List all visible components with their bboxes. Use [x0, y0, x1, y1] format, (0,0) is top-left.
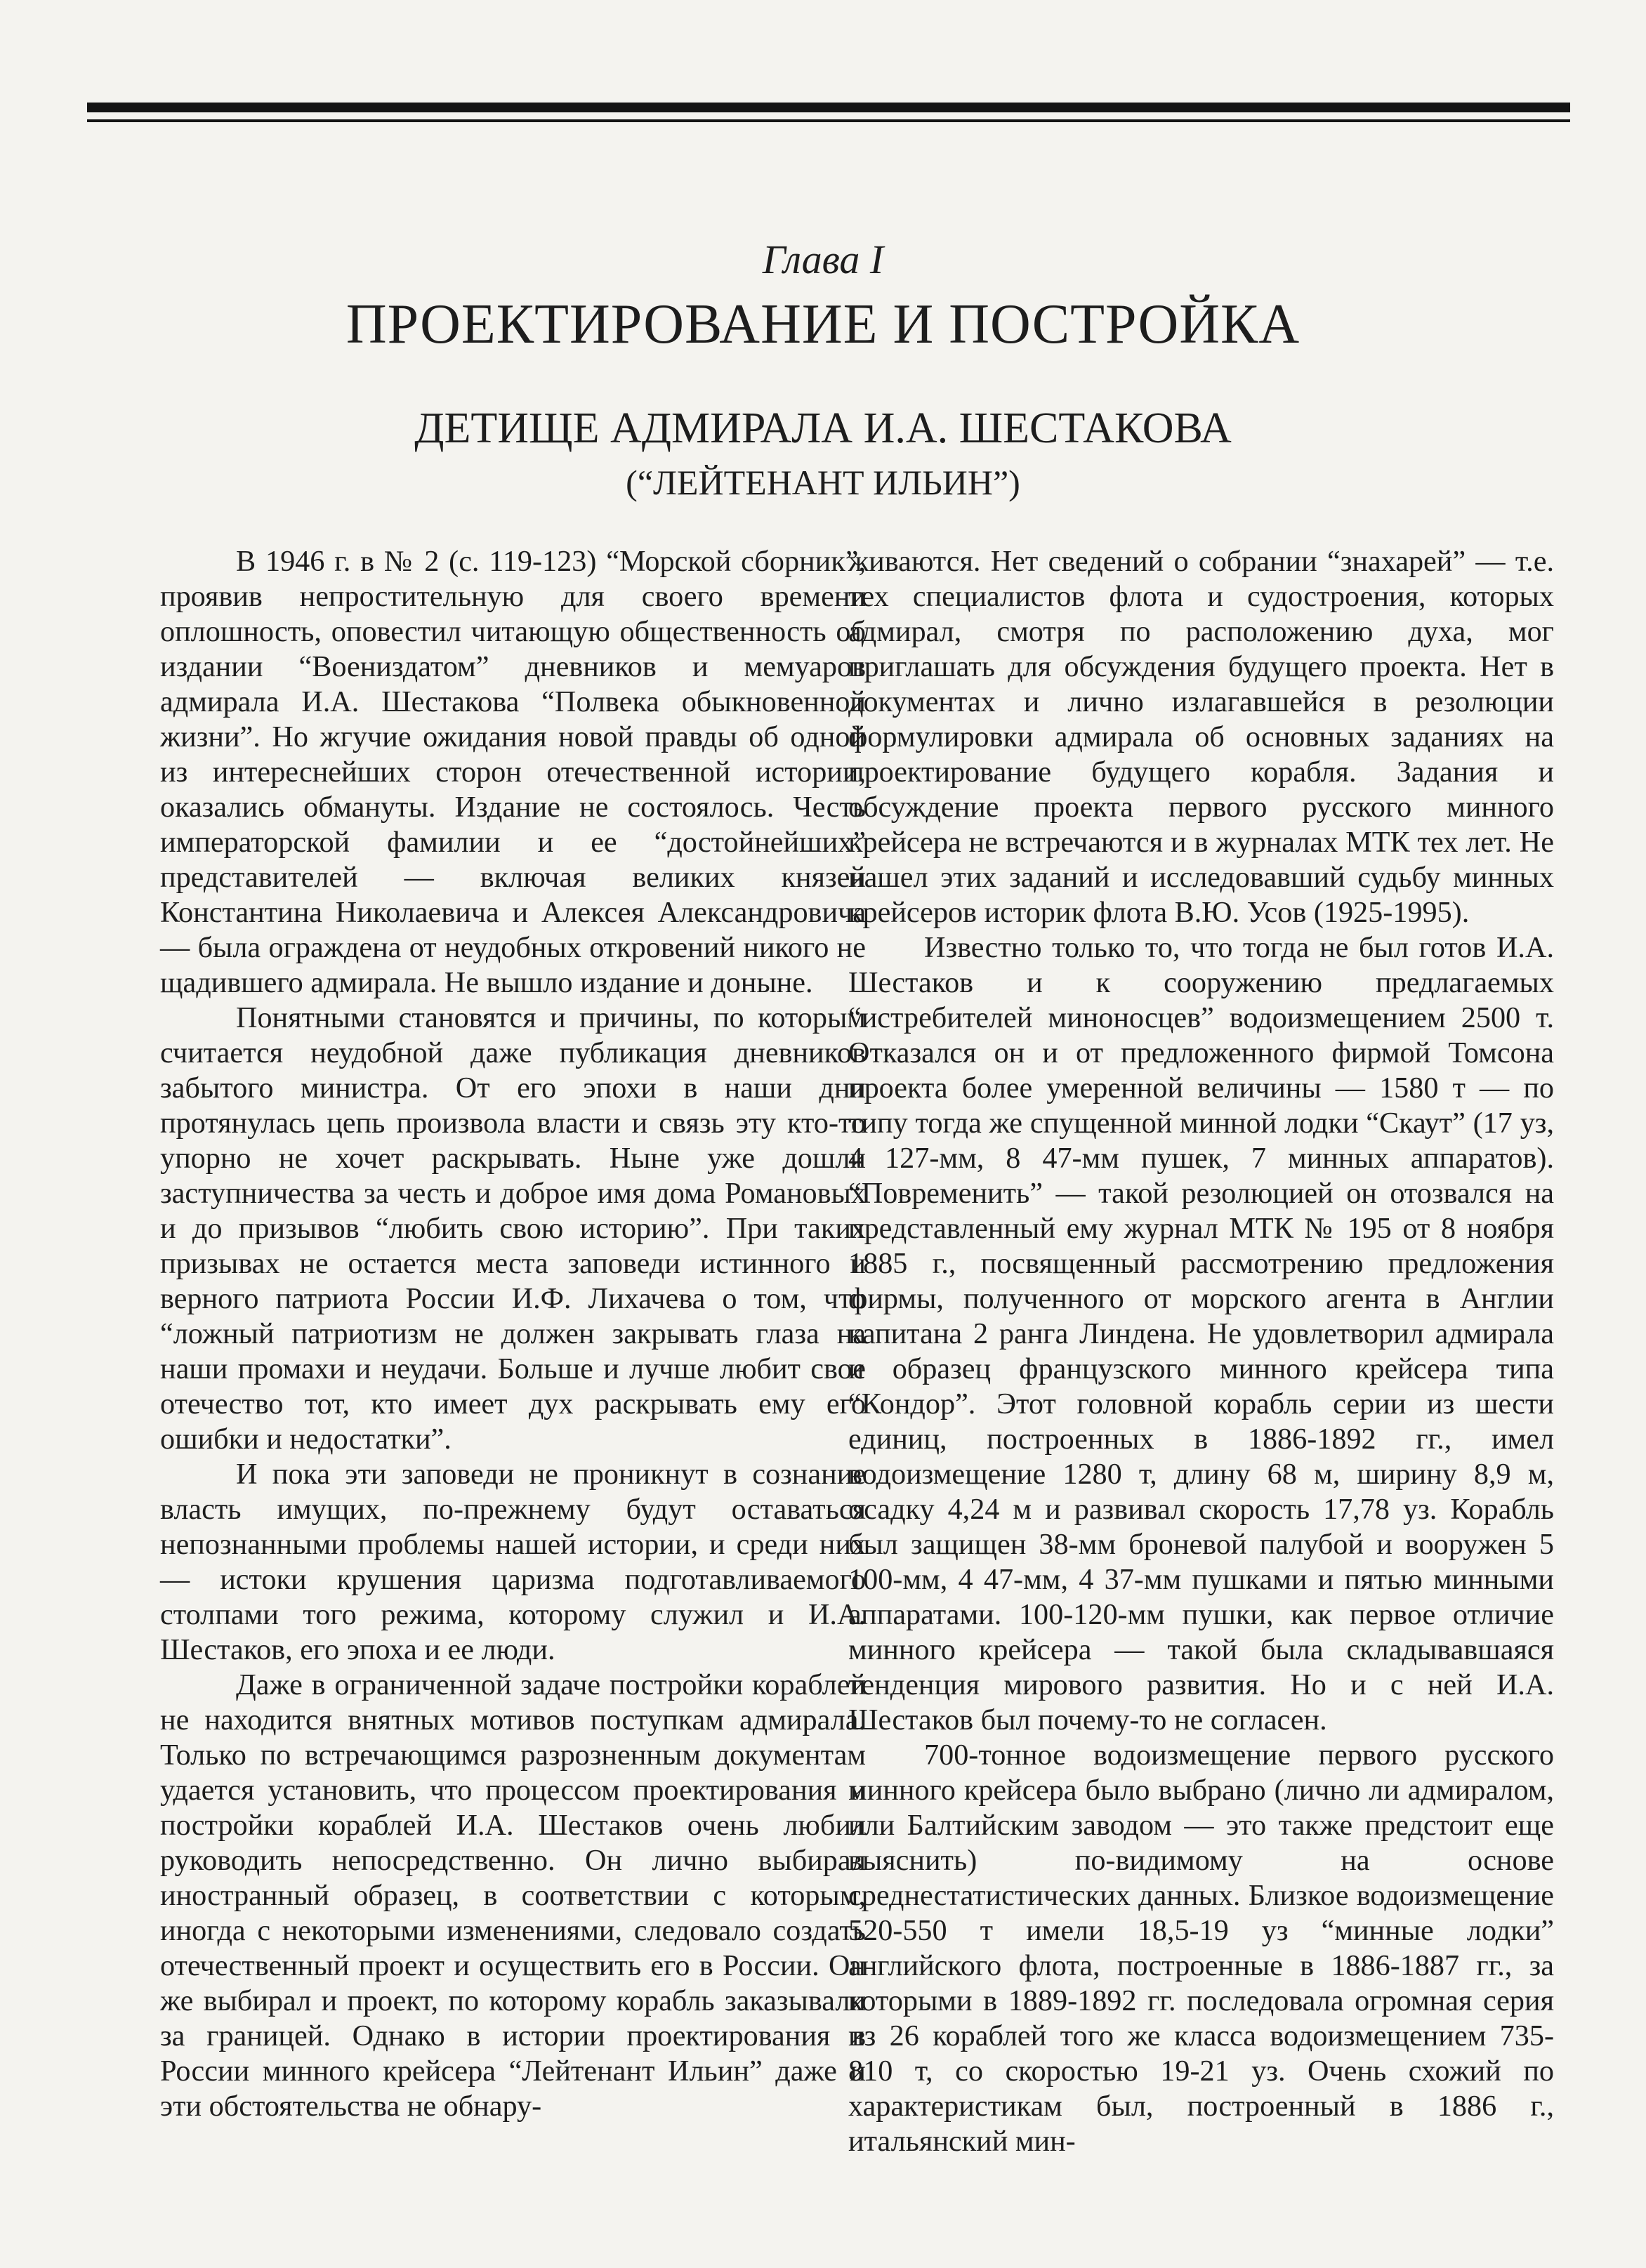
- paragraph: Даже в ограниченной задаче постройки кораблей не находится внятных мотивов поступкам адмирала. Только по встречающимся разрозненным документам удается установить, что процессом проектирования и постройки кораблей И.А. Шестаков очень любил руководить непосредственно. Он лично выбирал иностранный образец, в соответствии с которым, иногда с некоторыми изменениями, следовало создать отечественный проект и осуществить его в России. Он же выбирал и проект, по которому корабль заказывали за границей. Однако в истории проектирования в России минного крейсера “Лейтенант Ильин” даже и эти обстоятельства не обнару-: [160, 1668, 866, 2123]
- paragraph: Известно только то, что тогда не был готов И.А. Шестаков и к сооружению предлагаемых “истребителей миноносцев” водоизмещением 2500 т. Отказался он и от предложенного фирмой Томсона проекта более умеренной величины — 1580 т — по типу тогда же спущенной минной лодки “Скаут” (17 уз, 4 127-мм, 8 47-мм пушек, 7 минных аппаратов). “Повременить” — такой резолюцией он отозвался на представленный ему журнал МТК № 195 от 8 ноября 1885 г., посвященный рассмотрению предложения фирмы, полученного от морского агента в Англии капитана 2 ранга Линдена. Не удовлетворил адмирала и образец французского минного крейсера типа “Кондор”. Этот головной корабль серии из шести единиц, построенных в 1886-1892 гг., имел водоизмещение 1280 т, длину 68 м, ширину 8,9 м, осадку 4,24 м и развивал скорость 17,78 уз. Корабль был защищен 38-мм броневой палубой и вооружен 5 100-мм, 4 47-мм, 4 37-мм пушками и пятью минными аппаратами. 100-120-мм пушки, как первое отличие минного крейсера — такой была складывавшаяся тенденция мирового развития. Но и с ней И.А. Шестаков был почему-то не согласен.: [848, 931, 1554, 1736]
- chapter-title: ПРОЕКТИРОВАНИЕ И ПОСТРОЙКА: [345, 294, 1301, 355]
- header-rule-thin: [87, 119, 1570, 122]
- text-column-left: [160, 544, 866, 2124]
- text-column-right: [848, 544, 1554, 2159]
- section-title: ДЕТИЩЕ АДМИРАЛА И.А. ШЕСТАКОВА: [414, 404, 1232, 452]
- paragraph: Понятными становятся и причины, по которым считается неудобной даже публикация дневников забытого министра. От его эпохи в наши дни протянулась цепь произвола власти и связь эту кто-то упорно не хочет раскрывать. Ныне уже дошли заступничества за честь и доброе имя дома Романовых и до призывов “любить свою историю”. При таких призывах не остается места заповеди истинного и верного патриота России И.Ф. Лихачева о том, что “ложный патриотизм не должен закрывать глаза на наши промахи и неудачи. Больше и лучше любит свое отечество тот, кто имеет дух раскрывать ему его ошибки и недостатки”.: [160, 1001, 866, 1456]
- paragraph: 700-тонное водоизмещение первого русского минного крейсера было выбрано (лично ли адмиралом, или Балтийским заводом — это также предстоит еще выяснить) по-видимому на основе среднестатистических данных. Близкое водоизмещение 520-550 т имели 18,5-19 уз “минные лодки” английского флота, построенные в 1886-1887 гг., за которыми в 1889-1892 гг. последовала огромная серия из 26 кораблей того же класса водоизмещением 735-810 т, со скоростью 19-21 уз. Очень схожий по характеристикам был, построенный в 1886 г., итальянский мин-: [848, 1739, 1554, 2158]
- section-subtitle: (“ЛЕЙТЕНАНТ ИЛЬИН”): [626, 463, 1020, 502]
- paragraph: В 1946 г. в № 2 (с. 119-123) “Морской сборник”, проявив непростительную для своего времени оплошность, оповестил читающую общественность об издании “Воениздатом” дневников и мемуаров адмирала И.А. Шестакова “Полвека обыкновенной жизни”. Но жгучие ожидания новой правды об одной из интереснейших сторон отечественной истории, оказались обмануты. Издание не состоялось. Честь императорской фамилии и ее “достойнейших” представителей — включая великих князей Константина Николаевича и Алексея Александровича — была ограждена от неудобных откровений никого не щадившего адмирала. Не вышло издание и доныне.: [160, 545, 866, 999]
- paragraph-continuation: живаются. Нет сведений о собрании “знахарей” — т.е. тех специалистов флота и судостроения, которых адмирал, смотря по расположению духа, мог приглашать для обсуждения будущего проекта. Нет в документах и лично излагавшейся в резолюции формулировки адмирала об основных заданиях на проектирование будущего корабля. Задания и обсуждение проекта первого русского минного крейсера не встречаются и в журналах МТК тех лет. Не нашел этих заданий и исследовавший судьбу минных крейсеров историк флота В.Ю. Усов (1925-1995).: [848, 545, 1554, 929]
- paragraph: И пока эти заповеди не проникнут в сознание власть имущих, по-прежнему будут оставаться непознанными проблемы нашей истории, и среди них — истоки крушения царизма подготавливаемого столпами того режима, которому служил и И.А. Шестаков, его эпоха и ее люди.: [160, 1458, 866, 1666]
- chapter-label: Глава I: [762, 237, 884, 282]
- header-rule-thick: [87, 103, 1570, 112]
